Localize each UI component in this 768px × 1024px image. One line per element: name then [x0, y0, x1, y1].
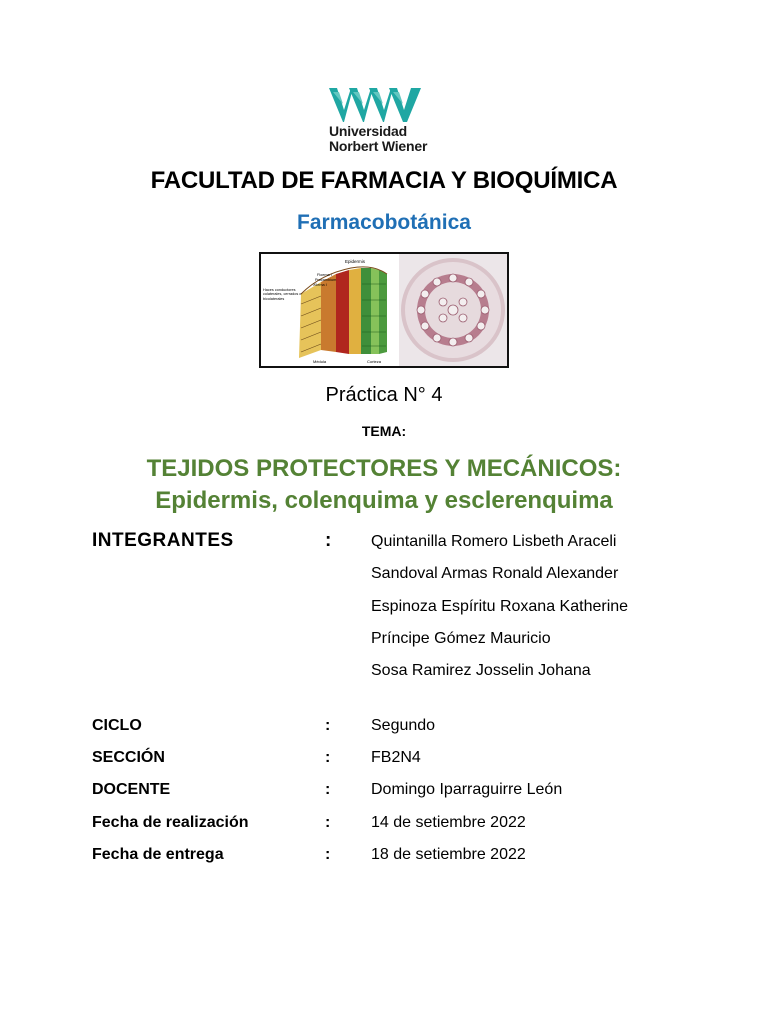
practice-number: Práctica N° 4 — [325, 384, 443, 406]
detail-label: DOCENTE — [92, 781, 171, 798]
topic-title — [0, 453, 768, 517]
detail-row-fecha-entrega — [0, 846, 768, 870]
label-medula: Médula — [313, 359, 327, 364]
detail-label: SECCIÓN — [92, 749, 165, 766]
detail-label: Fecha de realización — [92, 814, 249, 831]
detail-colon: : — [325, 781, 331, 798]
detail-colon: : — [325, 749, 331, 766]
detail-value: Domingo Iparraguirre León — [371, 781, 563, 798]
detail-value: FB2N4 — [371, 749, 421, 766]
label-epidermis: Epidermis — [345, 259, 366, 264]
detail-row-seccion — [0, 749, 768, 773]
detail-value: 18 de setiembre 2022 — [371, 846, 526, 863]
detail-label: CICLO — [92, 717, 142, 734]
topic-line2: Epidermis, colenquima y esclerenquima — [155, 487, 613, 514]
detail-row-docente — [0, 781, 768, 805]
university-name-line1: Universidad — [329, 123, 407, 139]
detail-value: Segundo — [371, 717, 436, 734]
detail-label: Fecha de entrega — [92, 846, 224, 863]
stem-illustration — [261, 254, 507, 366]
label-haces: Haces conductores colaterales, cerrados o bicolaterales — [263, 288, 302, 301]
university-name — [329, 124, 427, 154]
member-1: Quintanilla Romero Lisbeth Araceli — [371, 533, 617, 550]
course-title: Farmacobotánica — [297, 211, 471, 234]
label-floema: Floema I — [317, 273, 332, 277]
topic-line1: TEJIDOS PROTECTORES Y MECÁNICOS: — [146, 455, 622, 482]
member-5: Sosa Ramirez Josselin Johana — [371, 662, 591, 679]
tema-label: TEMA: — [361, 423, 407, 439]
label-corteza: Corteza — [367, 359, 382, 364]
detail-row-ciclo — [0, 717, 768, 741]
label-xilema: Xilema I — [313, 283, 327, 287]
member-2: Sandoval Armas Ronald Alexander — [371, 565, 619, 582]
faculty-title: FACULTAD DE FARMACIA Y BIOQUÍMICA — [150, 167, 618, 194]
detail-colon: : — [325, 846, 331, 863]
detail-row-fecha-realizacion — [0, 814, 768, 838]
integrantes-colon: : — [325, 530, 332, 551]
label-procambium: Procambium — [315, 278, 337, 282]
detail-colon: : — [325, 717, 331, 734]
integrantes-label: INTEGRANTES — [92, 530, 234, 551]
stem-tissue-figure — [259, 252, 509, 368]
detail-colon: : — [325, 814, 331, 831]
member-3: Espinoza Espíritu Roxana Katherine — [371, 598, 629, 615]
detail-value: 14 de setiembre 2022 — [371, 814, 526, 831]
member-4: Príncipe Gómez Mauricio — [371, 630, 551, 647]
university-name-line2: Norbert Wiener — [329, 138, 428, 154]
